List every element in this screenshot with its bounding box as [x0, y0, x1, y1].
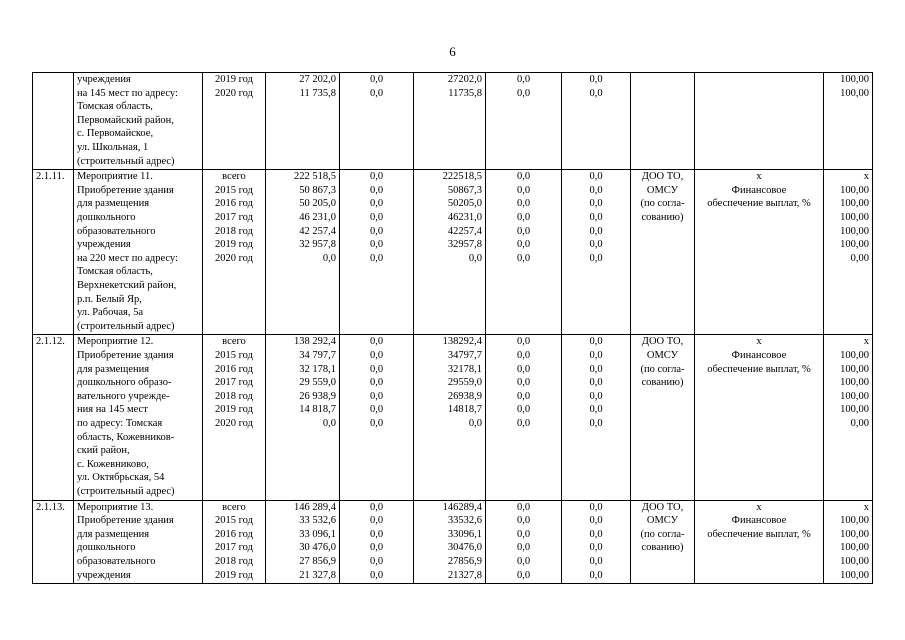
- federal-cell: 0,0: [369, 239, 384, 251]
- percent-value: 100,00: [840, 211, 869, 223]
- local-cell: 0,0: [516, 363, 531, 375]
- total-cell: 26 938,9: [299, 390, 336, 402]
- period-cell: 2018 год: [215, 225, 253, 237]
- total-cell: 222 518,5: [294, 171, 336, 183]
- period-cell-column: [203, 335, 266, 500]
- measure-row: [33, 170, 873, 335]
- regional-cell: 46231,0: [447, 211, 482, 223]
- description-line: Мероприятие 13.: [77, 501, 154, 513]
- regional-cell: 27202,0: [447, 74, 482, 85]
- period-cell: 2020 год: [215, 87, 253, 99]
- federal-cell-column: [340, 170, 414, 335]
- indicator-line: обеспечение выплат, %: [707, 198, 811, 210]
- indicator-line: обеспечение выплат, %: [707, 363, 811, 375]
- total-cell-column: [266, 500, 340, 584]
- total-cell: 50 867,3: [299, 184, 336, 196]
- description-line: с. Кожевниково,: [77, 458, 149, 470]
- percent-value: 100,00: [840, 404, 869, 416]
- indicator-cell: [695, 335, 824, 500]
- program-table: [32, 72, 873, 584]
- executor-line: сованию): [641, 377, 684, 389]
- period-cell-column: [203, 500, 266, 584]
- executor-line: ОМСУ: [646, 515, 679, 527]
- regional-cell: 138292,4: [442, 336, 482, 348]
- total-cell: 27 202,0: [299, 74, 336, 85]
- description-line: (строительный адрес): [77, 320, 175, 332]
- percent-value: 100,00: [840, 390, 869, 402]
- total-cell-column: [266, 73, 340, 170]
- executor-line: сованию): [641, 542, 684, 554]
- period-cell: 2019 год: [215, 74, 253, 85]
- description-line: учреждения: [77, 569, 131, 581]
- percent-value: 100,00: [840, 349, 869, 361]
- indicator-cell: [695, 170, 824, 335]
- percent-value: 100,00: [840, 87, 869, 99]
- percent-value: x: [863, 171, 869, 183]
- other-cell: 0,0: [589, 569, 603, 581]
- total-cell: 138 292,4: [294, 336, 336, 348]
- executor-cell: [631, 335, 695, 500]
- total-cell: 29 559,0: [299, 377, 336, 389]
- local-cell-column: [486, 500, 562, 584]
- regional-cell: 27856,9: [447, 555, 482, 567]
- other-cell: 0,0: [589, 363, 603, 375]
- other-cell-column: [562, 73, 631, 170]
- federal-cell: 0,0: [369, 252, 384, 264]
- period-cell: 2016 год: [215, 528, 253, 540]
- description-line: учреждения: [77, 239, 131, 251]
- indicator-line: Финансовое: [731, 184, 787, 196]
- other-cell: 0,0: [589, 501, 603, 513]
- indicator-x: x: [756, 501, 762, 513]
- percent-value: 100,00: [840, 239, 869, 251]
- percent-value: 100,00: [840, 515, 869, 527]
- local-cell: 0,0: [516, 555, 531, 567]
- federal-cell: 0,0: [369, 542, 384, 554]
- description-line: Первомайский район,: [77, 114, 174, 126]
- period-cell: всего: [222, 501, 246, 513]
- executor-cell: [631, 73, 695, 170]
- description-line: образовательного: [77, 225, 156, 237]
- federal-cell-column: [340, 335, 414, 500]
- description-line: ул. Школьная, 1: [77, 141, 149, 153]
- description-line: дошкольного: [77, 211, 136, 223]
- period-cell: 2016 год: [215, 198, 253, 210]
- other-cell: 0,0: [589, 211, 603, 223]
- total-cell-column: [266, 170, 340, 335]
- federal-cell: 0,0: [369, 74, 384, 85]
- regional-cell: 222518,5: [442, 171, 482, 183]
- local-cell: 0,0: [516, 417, 531, 429]
- measure-number: 2.1.11.: [33, 170, 74, 335]
- regional-cell: 11735,8: [448, 87, 482, 99]
- description-line: Приобретение здания: [77, 184, 174, 196]
- indicator-cell: [695, 500, 824, 584]
- executor-line: ДОО ТО,: [641, 336, 684, 348]
- page-number: 6: [449, 44, 456, 59]
- description-line: Мероприятие 11.: [77, 171, 153, 183]
- federal-cell: 0,0: [369, 569, 384, 581]
- local-cell: 0,0: [516, 74, 531, 85]
- percent-value: 0,00: [850, 417, 869, 429]
- regional-cell: 0,0: [468, 417, 482, 429]
- local-cell-column: [486, 170, 562, 335]
- regional-cell: 26938,9: [447, 390, 482, 402]
- regional-cell: 0,0: [468, 252, 482, 264]
- executor-line: (по согла-: [640, 198, 685, 210]
- other-cell: 0,0: [589, 87, 603, 99]
- local-cell: 0,0: [516, 542, 531, 554]
- regional-cell: 14818,7: [447, 404, 482, 416]
- federal-cell: 0,0: [369, 377, 384, 389]
- regional-cell: 21327,8: [447, 569, 482, 581]
- local-cell: 0,0: [516, 211, 531, 223]
- period-cell: 2015 год: [215, 515, 253, 527]
- description-line: с. Первомайское,: [77, 128, 154, 140]
- regional-cell: 32957,8: [447, 239, 482, 251]
- local-cell: 0,0: [516, 239, 531, 251]
- executor-line: (по согла-: [640, 363, 685, 375]
- other-cell: 0,0: [589, 74, 603, 85]
- federal-cell: 0,0: [369, 225, 384, 237]
- federal-cell: 0,0: [369, 404, 384, 416]
- period-cell: всего: [222, 336, 246, 348]
- local-cell: 0,0: [516, 528, 531, 540]
- regional-cell: 30476,0: [447, 542, 482, 554]
- total-cell-column: [266, 335, 340, 500]
- local-cell: 0,0: [516, 569, 531, 581]
- description-line: Томская область,: [77, 266, 153, 278]
- federal-cell: 0,0: [369, 528, 384, 540]
- indicator-line: Финансовое: [731, 349, 787, 361]
- federal-cell: 0,0: [369, 211, 384, 223]
- regional-cell: 50867,3: [447, 184, 482, 196]
- regional-cell: 29559,0: [447, 377, 482, 389]
- total-cell: 27 856,9: [299, 555, 336, 567]
- executor-line: сованию): [641, 211, 684, 223]
- other-cell: 0,0: [589, 198, 603, 210]
- period-cell-column: [203, 73, 266, 170]
- other-cell: 0,0: [589, 184, 603, 196]
- description-line: образовательного: [77, 555, 156, 567]
- local-cell: 0,0: [516, 336, 531, 348]
- period-cell: 2015 год: [215, 349, 253, 361]
- period-cell: всего: [222, 171, 246, 183]
- indicator-line: Финансовое: [731, 515, 787, 527]
- other-cell: 0,0: [589, 528, 603, 540]
- period-cell: 2018 год: [215, 390, 253, 402]
- executor-line: (по согла-: [640, 528, 685, 540]
- percent-value: 100,00: [840, 555, 869, 567]
- total-cell: 30 476,0: [299, 542, 336, 554]
- percent-value: 100,00: [840, 542, 869, 554]
- federal-cell: 0,0: [369, 336, 384, 348]
- percent-column: [824, 73, 873, 170]
- regional-cell-column: [414, 73, 486, 170]
- percent-value: 100,00: [840, 74, 869, 85]
- other-cell: 0,0: [589, 404, 603, 416]
- total-cell: 33 532,6: [299, 515, 336, 527]
- regional-cell-column: [414, 500, 486, 584]
- measure-description: [74, 73, 203, 170]
- local-cell: 0,0: [516, 184, 531, 196]
- percent-value: 100,00: [840, 184, 869, 196]
- total-cell: 46 231,0: [299, 211, 336, 223]
- other-cell: 0,0: [589, 542, 603, 554]
- percent-value: 0,00: [850, 252, 869, 264]
- description-line: дошкольного образо-: [77, 377, 172, 389]
- description-line: дошкольного: [77, 542, 136, 554]
- description-line: для размещения: [77, 363, 150, 375]
- description-line: ский район,: [77, 445, 130, 457]
- description-line: Приобретение здания: [77, 515, 174, 527]
- period-cell: 2018 год: [215, 555, 253, 567]
- total-cell: 32 957,8: [299, 239, 336, 251]
- measure-number: 2.1.13.: [33, 500, 74, 584]
- description-line: на 220 мест по адресу:: [77, 252, 178, 264]
- period-cell: 2016 год: [215, 363, 253, 375]
- executor-line: ДОО ТО,: [641, 171, 684, 183]
- description-line: р.п. Белый Яр,: [77, 293, 142, 305]
- local-cell: 0,0: [516, 349, 531, 361]
- local-cell: 0,0: [516, 171, 531, 183]
- indicator-line: обеспечение выплат, %: [707, 528, 811, 540]
- other-cell-column: [562, 170, 631, 335]
- description-line: для размещения: [77, 198, 150, 210]
- description-line: на 145 мест по адресу:: [77, 87, 178, 99]
- period-cell: 2017 год: [215, 211, 253, 223]
- description-line: для размещения: [77, 528, 150, 540]
- local-cell: 0,0: [516, 87, 531, 99]
- indicator-x: x: [756, 336, 762, 348]
- percent-column: [824, 335, 873, 500]
- percent-value: 100,00: [840, 363, 869, 375]
- total-cell: 34 797,7: [299, 349, 336, 361]
- total-cell: 0,0: [322, 417, 336, 429]
- percent-value: x: [863, 336, 869, 348]
- other-cell: 0,0: [589, 390, 603, 402]
- regional-cell-column: [414, 170, 486, 335]
- description-line: учреждения: [77, 74, 131, 85]
- total-cell: 50 205,0: [299, 198, 336, 210]
- other-cell: 0,0: [589, 515, 603, 527]
- measure-description: [74, 335, 203, 500]
- percent-value: 100,00: [840, 377, 869, 389]
- local-cell-column: [486, 73, 562, 170]
- other-cell: 0,0: [589, 252, 603, 264]
- description-line: Мероприятие 12.: [77, 336, 154, 348]
- description-line: Верхнекетский район,: [77, 279, 177, 291]
- federal-cell: 0,0: [369, 515, 384, 527]
- other-cell: 0,0: [589, 336, 603, 348]
- executor-cell: [631, 170, 695, 335]
- federal-cell: 0,0: [369, 555, 384, 567]
- period-cell-column: [203, 170, 266, 335]
- other-cell: 0,0: [589, 171, 603, 183]
- indicator-x: x: [756, 171, 762, 183]
- period-cell: 2019 год: [215, 239, 253, 251]
- percent-value: 100,00: [840, 528, 869, 540]
- percent-value: 100,00: [840, 198, 869, 210]
- other-cell: 0,0: [589, 225, 603, 237]
- executor-line: ОМСУ: [646, 184, 679, 196]
- regional-cell: 42257,4: [447, 225, 482, 237]
- federal-cell: 0,0: [369, 417, 384, 429]
- percent-value: 100,00: [840, 569, 869, 581]
- total-cell: 146 289,4: [294, 501, 336, 513]
- federal-cell: 0,0: [369, 198, 384, 210]
- other-cell: 0,0: [589, 239, 603, 251]
- local-cell: 0,0: [516, 404, 531, 416]
- description-line: Приобретение здания: [77, 349, 174, 361]
- period-cell: 2020 год: [215, 417, 253, 429]
- description-line: вательного учрежде-: [77, 390, 170, 402]
- other-cell: 0,0: [589, 349, 603, 361]
- local-cell: 0,0: [516, 225, 531, 237]
- executor-cell: [631, 500, 695, 584]
- federal-cell: 0,0: [369, 363, 384, 375]
- regional-cell: 34797,7: [447, 349, 482, 361]
- executor-line: ОМСУ: [646, 349, 679, 361]
- other-cell: 0,0: [589, 555, 603, 567]
- federal-cell: 0,0: [369, 171, 384, 183]
- description-line: по адресу: Томская: [77, 417, 163, 429]
- federal-cell: 0,0: [369, 349, 384, 361]
- total-cell: 11 735,8: [299, 87, 336, 99]
- federal-cell: 0,0: [369, 390, 384, 402]
- measure-row: [33, 73, 873, 170]
- total-cell: 21 327,8: [299, 569, 336, 581]
- indicator-cell: [695, 73, 824, 170]
- period-cell: 2017 год: [215, 377, 253, 389]
- federal-cell: 0,0: [369, 184, 384, 196]
- description-line: область, Кожевников-: [77, 431, 175, 443]
- measure-row: [33, 335, 873, 500]
- total-cell: 0,0: [322, 252, 336, 264]
- regional-cell: 50205,0: [447, 198, 482, 210]
- other-cell-column: [562, 500, 631, 584]
- measure-number: [33, 73, 74, 170]
- description-line: Томская область,: [77, 101, 153, 113]
- period-cell: 2017 год: [215, 542, 253, 554]
- local-cell: 0,0: [516, 252, 531, 264]
- description-line: ния на 145 мест: [77, 404, 148, 416]
- total-cell: 14 818,7: [299, 404, 336, 416]
- description-line: (строительный адрес): [77, 155, 175, 167]
- period-cell: 2019 год: [215, 569, 253, 581]
- description-line: (строительный адрес): [77, 485, 175, 497]
- measure-description: [74, 170, 203, 335]
- measure-number: 2.1.12.: [33, 335, 74, 500]
- description-line: ул. Рабочая, 5а: [77, 307, 144, 319]
- local-cell: 0,0: [516, 501, 531, 513]
- total-cell: 32 178,1: [299, 363, 336, 375]
- measure-row: [33, 500, 873, 584]
- period-cell: 2015 год: [215, 184, 253, 196]
- total-cell: 42 257,4: [299, 225, 336, 237]
- total-cell: 33 096,1: [299, 528, 336, 540]
- period-cell: 2020 год: [215, 252, 253, 264]
- other-cell-column: [562, 335, 631, 500]
- federal-cell-column: [340, 73, 414, 170]
- local-cell: 0,0: [516, 377, 531, 389]
- regional-cell: 32178,1: [447, 363, 482, 375]
- local-cell: 0,0: [516, 198, 531, 210]
- other-cell: 0,0: [589, 417, 603, 429]
- percent-column: [824, 170, 873, 335]
- local-cell-column: [486, 335, 562, 500]
- regional-cell: 33532,6: [447, 515, 482, 527]
- regional-cell-column: [414, 335, 486, 500]
- federal-cell: 0,0: [369, 501, 384, 513]
- other-cell: 0,0: [589, 377, 603, 389]
- regional-cell: 146289,4: [442, 501, 482, 513]
- federal-cell-column: [340, 500, 414, 584]
- description-line: ул. Октябрьская, 54: [77, 472, 165, 484]
- percent-column: [824, 500, 873, 584]
- period-cell: 2019 год: [215, 404, 253, 416]
- percent-value: 100,00: [840, 225, 869, 237]
- local-cell: 0,0: [516, 390, 531, 402]
- local-cell: 0,0: [516, 515, 531, 527]
- regional-cell: 33096,1: [447, 528, 482, 540]
- federal-cell: 0,0: [369, 87, 384, 99]
- percent-value: x: [863, 501, 869, 513]
- executor-line: ДОО ТО,: [641, 501, 684, 513]
- measure-description: [74, 500, 203, 584]
